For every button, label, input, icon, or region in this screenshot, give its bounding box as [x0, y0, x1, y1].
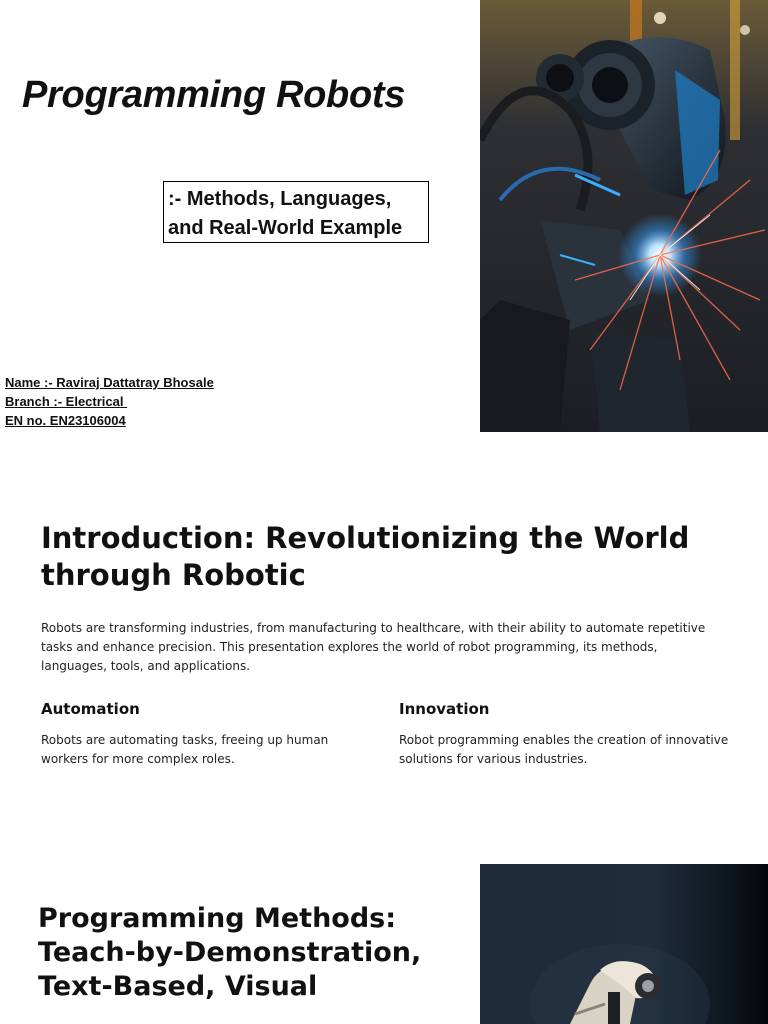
automation-heading: Automation [41, 700, 140, 718]
robotic-arm-image [480, 864, 768, 1024]
methods-slide [0, 864, 768, 1024]
methods-title: Programming Methods: Teach-by-Demonstration, Text-Based, Visual [38, 903, 422, 1002]
presentation-title: Programming Robots [22, 74, 406, 116]
author-info [5, 373, 214, 430]
intro-body: Robots are transforming industries, from manufacturing to healthcare, with their ability to automate repetitive tasks and enhance precision. This presentation explores the world of robot programming, its methods, languages, tools, and applications. [41, 621, 706, 673]
author-name: Name :- Raviraj Dattatray Bhosale [5, 375, 214, 390]
author-en-number: EN no. EN23106004 [5, 413, 126, 428]
welding-robot-image [480, 0, 768, 432]
intro-title: Introduction: Revolutionizing the World through Robotic [41, 521, 690, 592]
introduction-slide [0, 432, 768, 864]
automation-column [41, 700, 371, 769]
innovation-column [399, 700, 729, 769]
title-slide [0, 0, 768, 432]
innovation-heading: Innovation [399, 700, 490, 718]
automation-text: Robots are automating tasks, freeing up human workers for more complex roles. [41, 733, 329, 766]
innovation-text: Robot programming enables the creation of innovative solutions for various industries. [399, 733, 729, 766]
subtitle-textbox: :- Methods, Languages, and Real-World Example [163, 181, 429, 243]
author-branch: Branch :- Electrical [5, 394, 128, 409]
